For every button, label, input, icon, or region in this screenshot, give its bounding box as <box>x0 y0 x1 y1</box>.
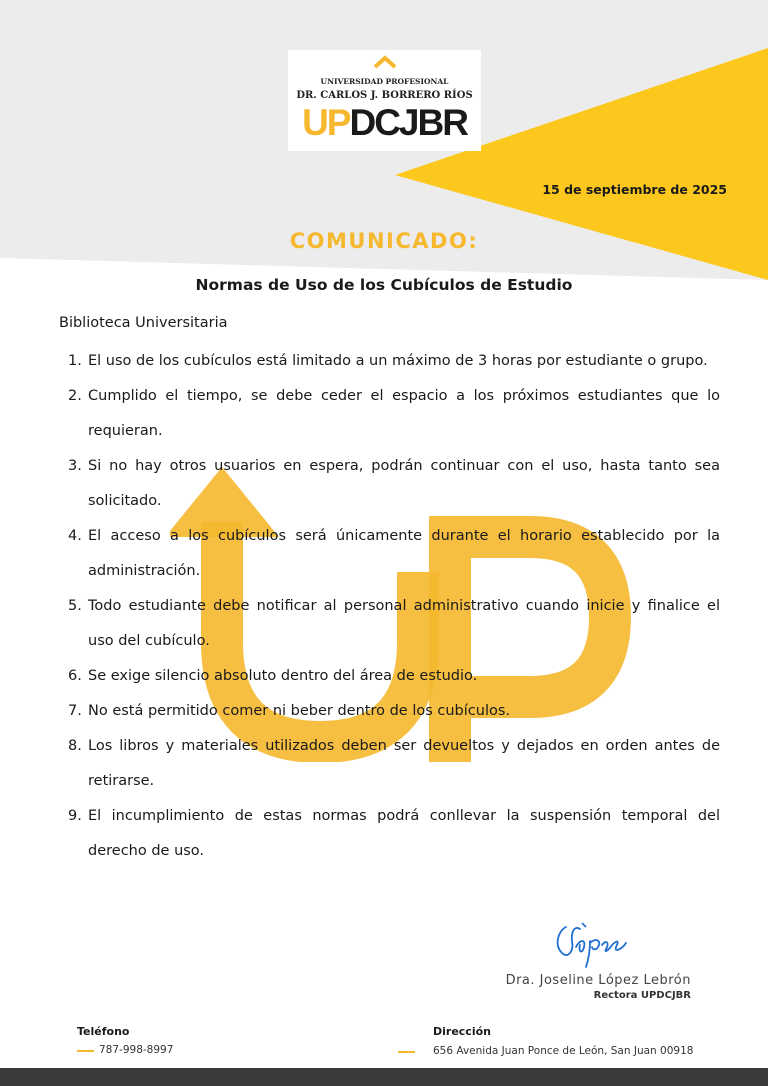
list-item <box>68 519 720 589</box>
rule-text: Cumplido el tiempo, se debe ceder el espacio a los próximos estudiantes que lo requieran. <box>88 388 720 439</box>
rule-text: No está permitido comer ni beber dentro de los cubículos. <box>88 703 511 719</box>
rule-number: 5. <box>68 598 82 614</box>
rule-number: 7. <box>68 703 82 719</box>
page-title: COMUNICADO: <box>289 229 479 253</box>
phone-value: 787-998-8997 <box>99 1044 174 1056</box>
list-item <box>68 694 720 729</box>
signer-role: Rectora UPDCJBR <box>593 990 691 1001</box>
rule-text: Se exige silencio absoluto dentro del área de estudio. <box>88 668 478 684</box>
rule-number: 1. <box>68 353 82 369</box>
logo-wordmark-accent: UP <box>302 102 350 143</box>
rule-number: 8. <box>68 738 82 754</box>
signer-name: Dra. Joseline López Lebrón <box>505 973 691 988</box>
logo-line-1: UNIVERSIDAD PROFESIONAL <box>320 77 449 86</box>
dash-icon <box>398 1051 415 1053</box>
logo-line-2: DR. CARLOS J. BORRERO RÍOS <box>296 90 473 101</box>
list-item <box>68 379 720 449</box>
rules-list <box>68 344 720 869</box>
section-label: Biblioteca Universitaria <box>59 315 228 331</box>
phone-label: Teléfono <box>77 1025 130 1038</box>
handwritten-signature <box>550 917 630 969</box>
address-label: Dirección <box>433 1025 491 1038</box>
university-logo <box>288 50 481 151</box>
list-item <box>68 589 720 659</box>
rule-text: Si no hay otros usuarios en espera, podrán continuar con el uso, hasta tanto sea solicitado. <box>88 458 720 509</box>
list-item <box>68 449 720 519</box>
list-item <box>68 659 720 694</box>
list-item <box>68 729 720 799</box>
rule-number: 6. <box>68 668 82 684</box>
rule-text: El acceso a los cubículos será únicamente durante el horario establecido por la administración. <box>88 528 720 579</box>
address-value: 656 Avenida Juan Ponce de León, San Juan 00918 <box>433 1045 694 1057</box>
bottom-band <box>0 1068 768 1086</box>
rule-text: Los libros y materiales utilizados deben ser devueltos y dejados en orden antes de retirarse. <box>88 738 720 789</box>
rule-text: El incumplimiento de estas normas podrá conllevar la suspensión temporal del derecho de uso. <box>88 808 720 859</box>
dash-icon <box>77 1050 94 1052</box>
page-subtitle: Normas de Uso de los Cubículos de Estudio <box>195 276 573 294</box>
rule-number: 2. <box>68 388 82 404</box>
logo-wordmark <box>288 103 481 143</box>
rule-text: El uso de los cubículos está limitado a un máximo de 3 horas por estudiante o grupo. <box>88 353 708 369</box>
logo-wordmark-main: DCJBR <box>349 102 467 143</box>
rule-text: Todo estudiante debe notificar al personal administrativo cuando inicie y finalice el uso del cubículo. <box>88 598 720 649</box>
list-item <box>68 799 720 869</box>
rule-number: 3. <box>68 458 82 474</box>
list-item <box>68 344 720 379</box>
document-date: 15 de septiembre de 2025 <box>542 182 727 197</box>
rule-number: 4. <box>68 528 82 544</box>
chevron-up-icon <box>372 54 398 70</box>
rule-number: 9. <box>68 808 82 824</box>
